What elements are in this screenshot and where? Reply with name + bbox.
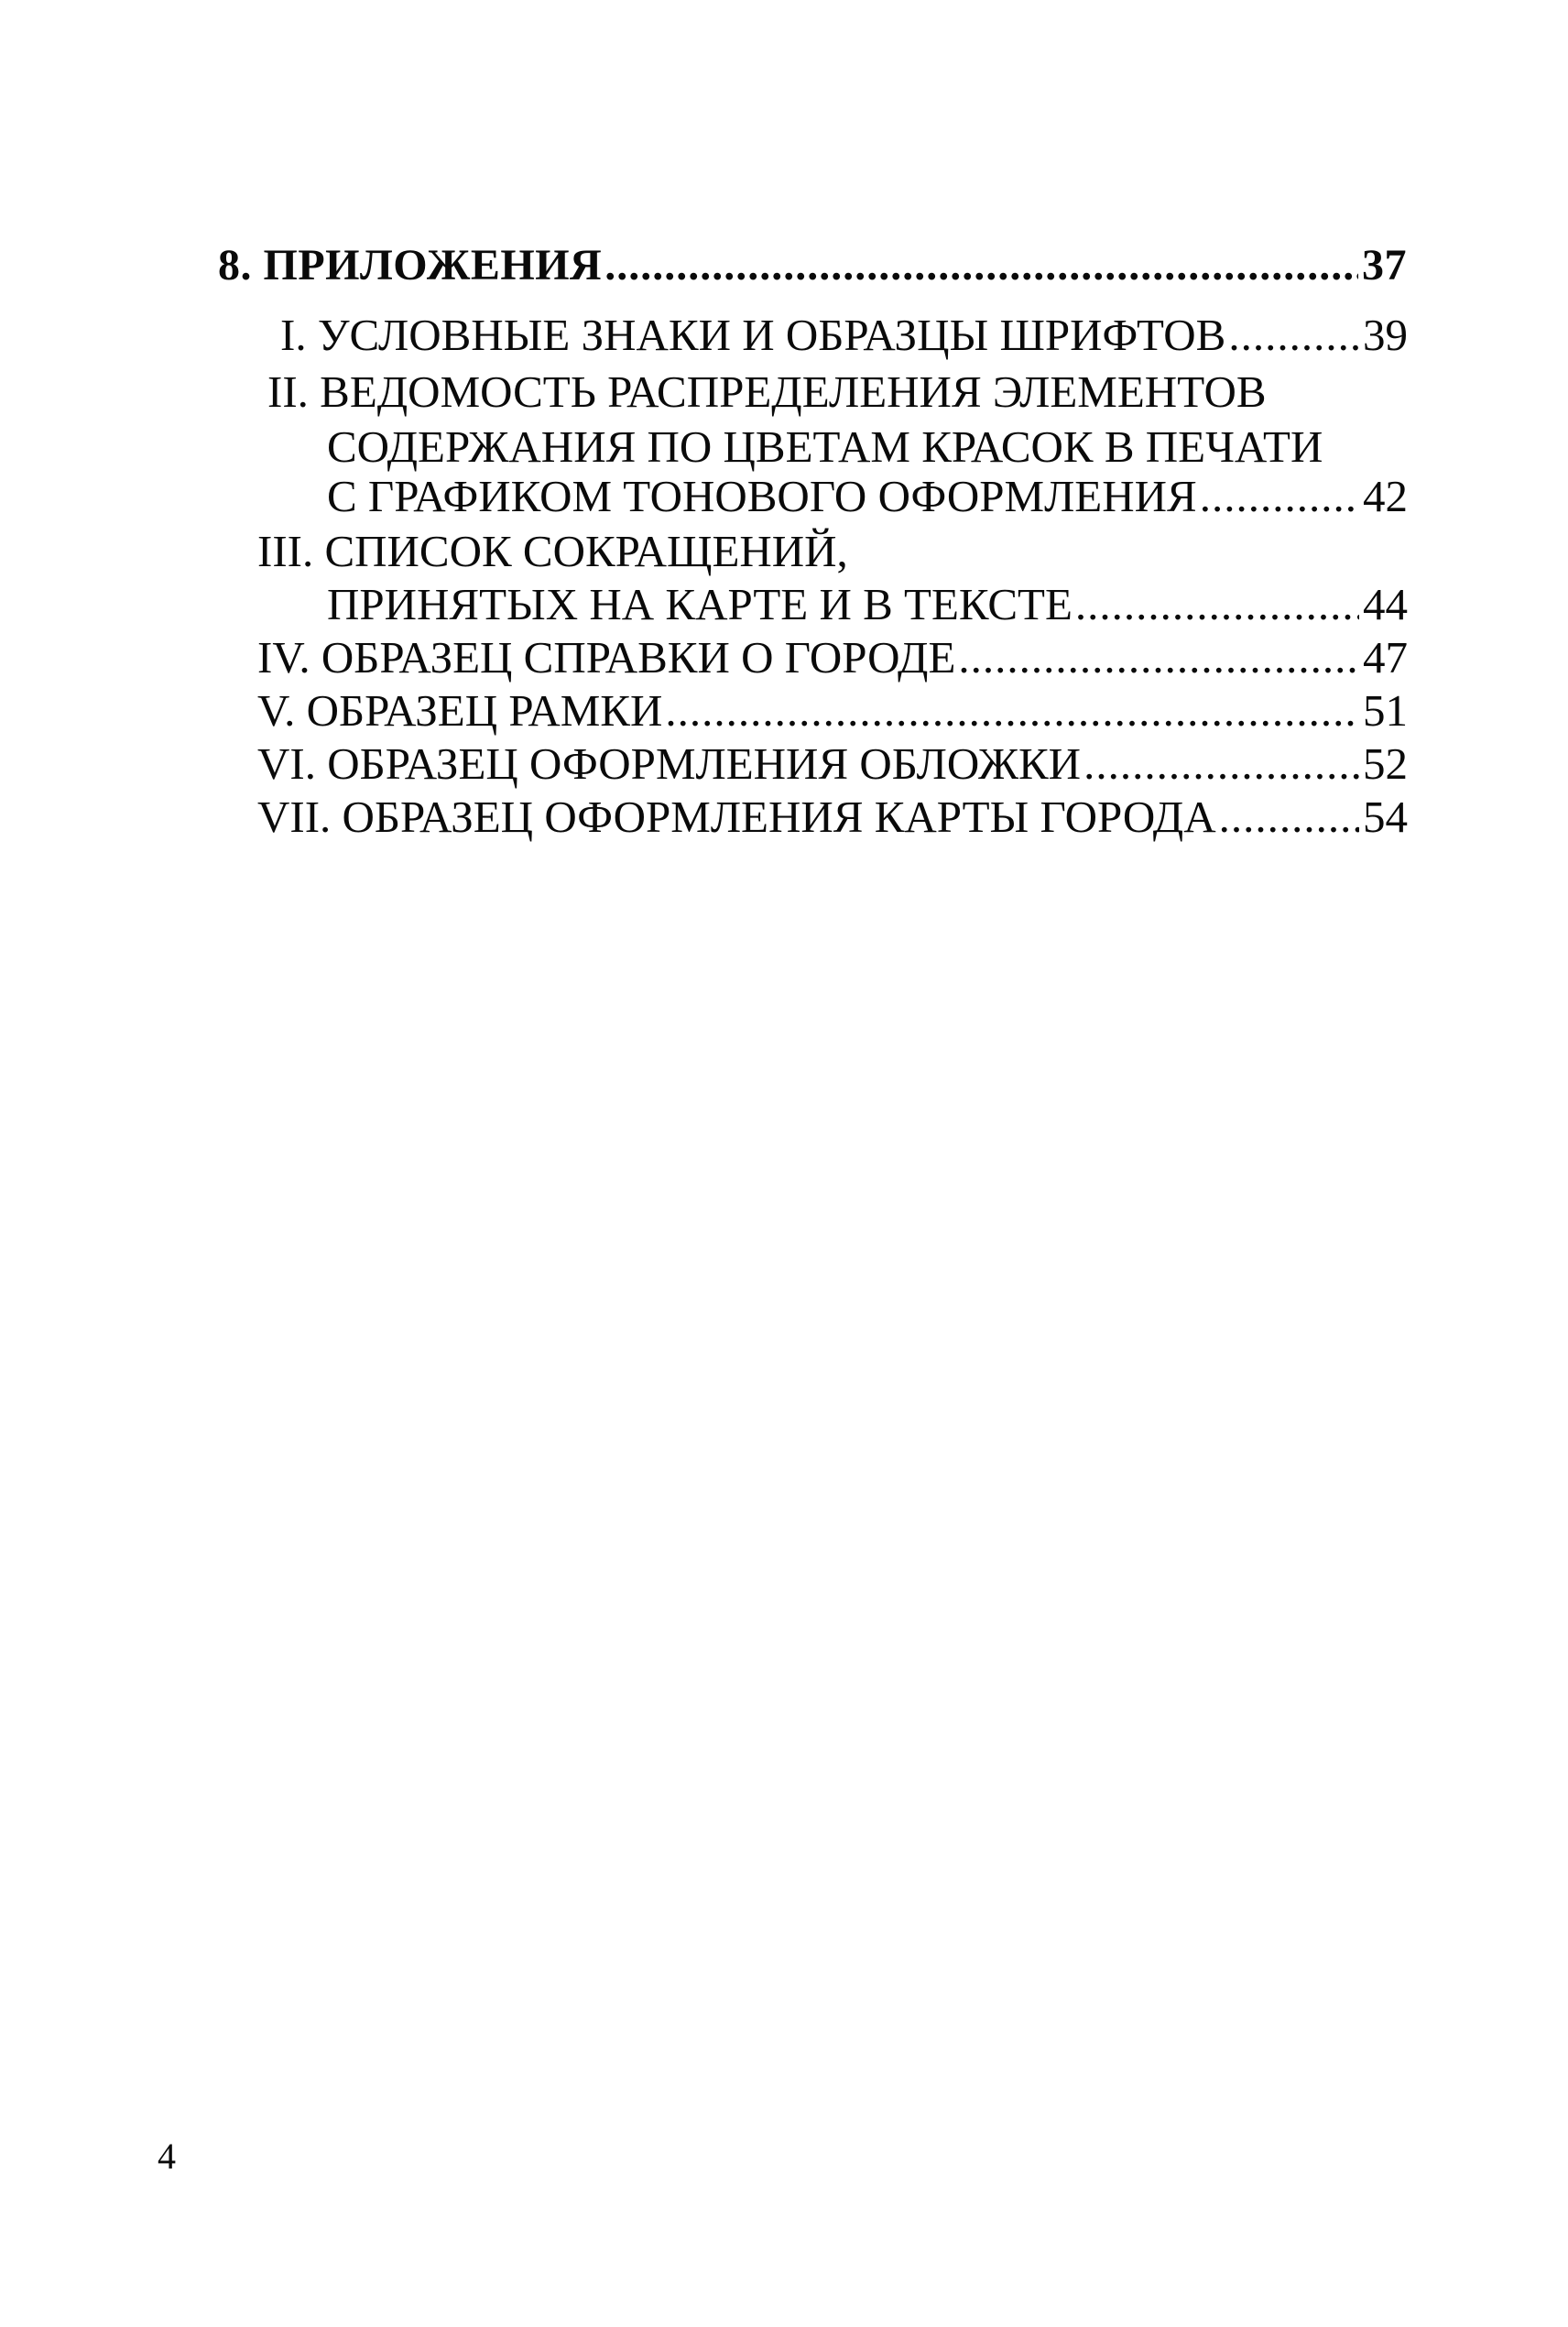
toc-numeral: V.: [257, 685, 296, 736]
toc-numeral: VII.: [257, 792, 332, 842]
toc-leader-dots: [1083, 738, 1359, 790]
toc-entry-title: ОБРАЗЕЦ СПРАВКИ О ГОРОДЕ: [321, 632, 956, 683]
toc-entry-page: 42: [1363, 471, 1408, 521]
toc-numeral: VI.: [257, 738, 316, 789]
toc-entry-page: 54: [1363, 792, 1408, 842]
toc-leader-dots: [604, 240, 1358, 291]
toc-leader-dots: [665, 685, 1359, 737]
toc-entry-title-cont: ПРИНЯТЫХ НА КАРТЕ И В ТЕКСТЕ: [327, 579, 1073, 629]
toc-numeral: II.: [267, 366, 309, 417]
toc-leader-dots: [1075, 579, 1359, 630]
toc-entry-title-cont: С ГРАФИКОМ ТОНОВОГО ОФОРМЛЕНИЯ: [327, 471, 1197, 521]
toc-leader-dots: [1228, 310, 1359, 361]
toc-entry-title: СПИСОК СОКРАЩЕНИЙ,: [324, 526, 848, 576]
toc-numeral: IV.: [257, 632, 310, 683]
toc-leader-dots: [1219, 792, 1359, 843]
toc-entry-title: ОБРАЗЕЦ РАМКИ: [306, 685, 663, 736]
toc-entry-vii: [257, 792, 1408, 843]
toc-entry-v: [257, 685, 1408, 737]
toc-leader-dots: [958, 632, 1359, 683]
page-number: 4: [158, 2136, 176, 2177]
toc-entry-title: ОБРАЗЕЦ ОФОРМЛЕНИЯ КАРТЫ ГОРОДА: [342, 792, 1216, 842]
toc-entry-iii-line1: [257, 526, 848, 577]
toc-entry-iv: [257, 632, 1408, 683]
toc-entry-vi: [257, 738, 1408, 790]
toc-leader-dots: [1200, 471, 1359, 522]
toc-entry-title: УСЛОВНЫЕ ЗНАКИ И ОБРАЗЦЫ ШРИФТОВ: [317, 310, 1226, 360]
toc-entry-page: 51: [1363, 685, 1408, 736]
toc-entry-ii-line2: [327, 421, 1323, 473]
toc-entry-appendices: [218, 240, 1407, 291]
toc-entry-page: 47: [1363, 632, 1408, 683]
toc-entry-iii-line2: [327, 579, 1408, 630]
toc-entry-title-cont: СОДЕРЖАНИЯ ПО ЦВЕТАМ КРАСОК В ПЕЧАТИ: [327, 421, 1323, 472]
toc-entry-title: ОБРАЗЕЦ ОФОРМЛЕНИЯ ОБЛОЖКИ: [327, 738, 1082, 789]
toc-entry-i: [280, 310, 1408, 361]
toc-entry-title: 8. ПРИЛОЖЕНИЯ: [218, 241, 603, 290]
toc-entry-ii-line1: [267, 366, 1267, 418]
toc-numeral: I.: [280, 310, 307, 360]
toc-entry-title: ВЕДОМОСТЬ РАСПРЕДЕЛЕНИЯ ЭЛЕМЕНТОВ: [320, 366, 1267, 417]
toc-entry-page: 39: [1363, 310, 1408, 360]
toc-entry-page: 44: [1363, 579, 1408, 629]
toc-entry-page: 52: [1363, 738, 1408, 789]
toc-numeral: III.: [257, 526, 314, 576]
toc-entry-page: 37: [1362, 241, 1407, 290]
toc-entry-ii-line3: [327, 471, 1408, 522]
